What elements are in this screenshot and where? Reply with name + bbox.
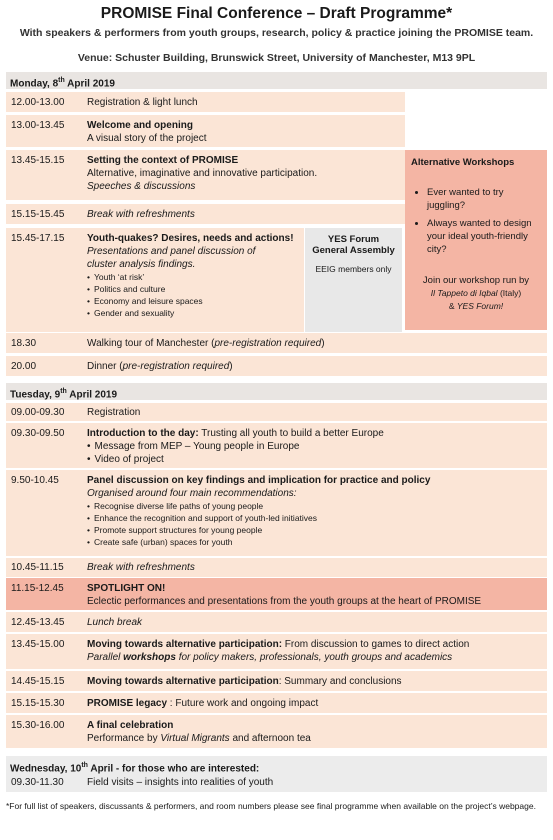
day-header-monday: Monday, 8th April 2019: [6, 72, 547, 89]
schedule-row: 18.30 Walking tour of Manchester (pre-registration required): [6, 333, 547, 353]
schedule-row: 9.50-10.45 Panel discussion on key findings and implication for practice and policy Organised around four main recommendations: • Recognise diverse life paths of young people • Enhance the recognition and support of youth-led initiatives • Promote support structures for young people • Create safe (urban) spaces for youth: [6, 470, 547, 556]
list-item: • Recognise diverse life paths of young people: [87, 500, 541, 512]
schedule-row: 12.00-13.00 Registration & light lunch: [6, 92, 405, 112]
alternative-workshops-box: Alternative Workshops • Ever wanted to try juggling? • Always wanted to design your ideal youth-friendly city? Join our workshop run by Il Tappeto di Iqbal (Italy) & YES Forum!: [405, 150, 547, 330]
page-title: PROMISE Final Conference – Draft Programme*: [100, 5, 453, 22]
spotlight-row: 11.15-12.45 SPOTLIGHT ON! Eclectic performances and presentations from the youth groups at the heart of PROMISE: [6, 578, 547, 610]
list-item: • Create safe (urban) spaces for youth: [87, 536, 541, 548]
schedule-row: 09.00-09.30 Registration: [6, 403, 547, 421]
list-item: • Ever wanted to try juggling?: [427, 186, 543, 212]
schedule-row: 15.30-16.00 A final celebration Performance by Virtual Migrants and afternoon tea: [6, 715, 547, 748]
schedule-row: 20.00 Dinner (pre-registration required): [6, 356, 547, 376]
schedule-row: 09.30-09.50 Introduction to the day: Trusting all youth to build a better Europe • Message from MEP – Young people in Europe • Video of project: [6, 423, 547, 468]
venue-line: Venue: Schuster Building, Brunswick Street, University of Manchester, M13 9PL: [77, 52, 476, 64]
schedule-row: 14.45-15.15 Moving towards alternative participation: Summary and conclusions: [6, 671, 547, 691]
schedule-row: 13.45-15.15 Setting the context of PROMISE Alternative, imaginative and innovative participation. Speeches & discussions: [6, 150, 405, 200]
schedule-row: 12.45-13.45 Lunch break: [6, 612, 547, 632]
schedule-row: 15.15-15.30 PROMISE legacy : Future work and ongoing impact: [6, 693, 547, 713]
yes-forum-box: YES Forum General Assembly EEIG members only: [305, 228, 402, 332]
list-item: • Politics and culture: [87, 283, 300, 295]
day-header-wednesday: Wednesday, 10th April - for those who are interested:: [10, 762, 260, 775]
list-item: • Economy and leisure spaces: [87, 295, 300, 307]
list-item: • Promote support structures for young people: [87, 524, 541, 536]
wednesday-block: Wednesday, 10th April - for those who are interested: 09.30-11.30 Field visits – insights into realities of youth: [6, 756, 547, 792]
schedule-row: 15.45-17.15 Youth-quakes? Desires, needs and actions! Presentations and panel discussion of cluster analysis findings. • Youth ‘at risk’ • Politics and culture • Economy and leisure spaces • Gender and sexuality: [6, 228, 304, 332]
page-subtitle: With speakers & performers from youth groups, research, policy & practice joining the PROMISE team.: [19, 27, 534, 39]
schedule-row: 15.15-15.45 Break with refreshments: [6, 204, 405, 224]
list-item: • Youth ‘at risk’: [87, 271, 300, 283]
day-header-tuesday: Tuesday, 9th April 2019: [6, 383, 547, 400]
list-item: • Gender and sexuality: [87, 307, 300, 319]
list-item: • Always wanted to design your ideal youth-friendly city?: [427, 217, 543, 256]
list-item: • Message from MEP – Young people in Europe: [87, 440, 541, 453]
schedule-row: 13.45-15.00 Moving towards alternative participation: From discussion to games to direct action Parallel workshops for policy makers, professionals, youth groups and academics: [6, 634, 547, 669]
list-item: • Video of project: [87, 453, 541, 466]
schedule-row: 13.00-13.45 Welcome and opening A visual story of the project: [6, 115, 405, 147]
schedule-row: 10.45-11.15 Break with refreshments: [6, 558, 547, 577]
footnote: *For full list of speakers, discussants & performers, and room numbers please see final programme when available on the project’s webpage.: [6, 801, 536, 811]
list-item: • Enhance the recognition and support of youth-led initiatives: [87, 512, 541, 524]
